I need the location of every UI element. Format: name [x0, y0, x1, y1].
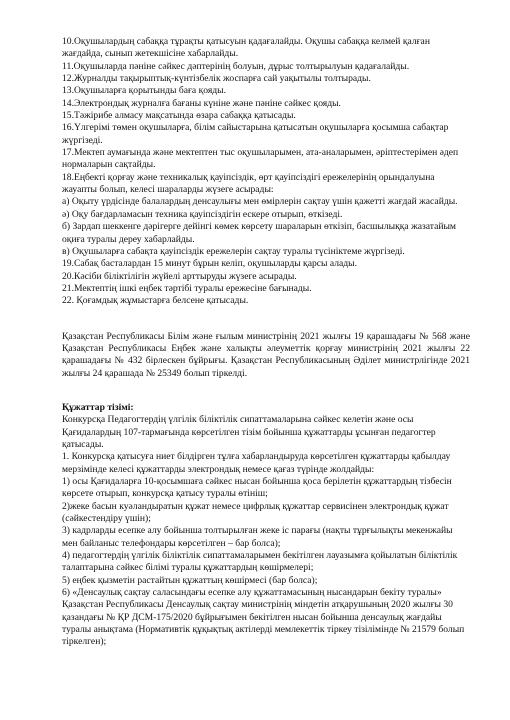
document-item: Конкурсқа Педагогтердің үлгілік біліктілік сипаттамаларына сәйкес келетін және осы Қағидалардың 107-тармағында көрсетілген тізім бойынша құжаттарды ұсынған педагогтер қатысады.: [62, 414, 436, 450]
list-item: 15.Тәжірибе алмасу мақсатында өзара сабаққа қатысады.: [62, 110, 296, 122]
list-item: 14.Электрондық журналға бағаны күніне және пәніне сәйкес қояды.: [62, 97, 341, 109]
documents-heading: Құжаттар тізімі:: [62, 401, 134, 413]
list-item: 21.Мектептің ішкі еңбек тәртібі туралы ережесіне бағынады.: [62, 282, 312, 294]
document-item: 4) педагогтердің үлгілік біліктілік сипаттамаларымен бекітілген лауазымға қойылатын біліктілік талаптарына сәйкес білімі туралы құжаттардың көшірмелері;: [62, 550, 458, 574]
list-item: б) Зардап шеккенге дәрігерге дейінгі көмек көрсету шараларын өткізіп, басшылыққа жазатайым оқиға туралы дереу хабарлайды.: [62, 221, 456, 245]
list-item: 22. Қоғамдық жұмыстарға белсене қатысады.: [62, 295, 249, 307]
list-item: 11.Оқушыларда пәніне сәйкес дәптерінің болуын, дұрыс толтырылуын қадағалайды.: [62, 60, 410, 72]
list-item: 18.Еңбекті қорғау және техникалық қауіпсіздік, өрт қауіпсіздігі ережелерінің орындалуына жауапты болып, келесі шараларды жүзеге асырады:: [62, 171, 435, 196]
list-item: 10.Оқушылардың сабаққа тұрақты қатысуын қадағалайды. Оқушы сабаққа келмей қалған жағдайда, сынып жетекшісіне хабарлайды.: [62, 36, 430, 60]
document-item: 3) кадрларды есепке алу бойынша толтырылған жеке іс парағы (нақты тұрғылықты мекенжайы мен байланыс телефондары көрсетілген – бар болса);: [62, 525, 453, 549]
list-item: 13.Оқушыларға қорытынды баға қояды.: [62, 85, 226, 97]
section-spacer: [62, 380, 470, 402]
documents-section: [62, 402, 470, 649]
list-item: ә) Оқу бағдарламасын техника қауіпсіздігін ескере отырып, өткізеді.: [62, 208, 343, 220]
document-item: 1) осы Қағидаларға 10-қосымшаға сәйкес нысан бойынша қоса берілетін құжаттардың тізбесін көрсете отырып, конкурсқа қатысу туралы өтініш;: [62, 476, 452, 500]
document-item: 2)жеке басын куәландыратын құжат немесе цифрлық құжаттар сервисінен электрондық құжат (сәйкестендіру үшін);: [62, 500, 449, 525]
list-item: а) Оқыту үрдісінде балалардың денсаулығы мен өмірлерін сақтау үшін қажетті жағдай жасайды.: [62, 196, 458, 208]
document-item: 6) «Денсаулық сақтау саласындағы есепке алу құжаттамасының нысандарын бекіту туралы» Қазақстан Республикасы Денсаулық сақтау министрінің міндетін атқарушының 2020 жылғы 30 қазандағы № ҚР ДСМ-175/2020 бұйрығымен бекітілген нысан бойынша денсаулық жағдайы туралы анықтама (Нормативтік құқықтық актілерді мемлекеттік тіркеу тізілімінде № 21579 болып тіркелген);: [62, 587, 465, 648]
document-item: 5) еңбек қызметін растайтын құжаттың көшірмесі (бар болса);: [62, 574, 318, 586]
decree-paragraph: Қазақстан Республикасы Білім және ғылым министрінің 2021 жылғы 19 қарашадағы № 568 және Қазақстан Республикасы Еңбек және халықты әлеуметтік қорғау министрінің 2021 жылғы 22 қарашадағы № 432 бірлескен бұйрығы. Қазақстан Республикасының Әділет министрлігінде 2021 жылғы 24 қарашада № 25349 болып тіркелді.: [62, 330, 470, 379]
list-item: 20.Кәсіби біліктілігін жүйелі арттыруды жүзеге асырады.: [62, 270, 297, 282]
list-item: 16.Үлгерімі төмен оқушыларға, білім сайыстарына қатысатын оқушыларға қосымша сабақтар жүргізеді.: [62, 122, 449, 146]
list-item: 19.Сабақ басталардан 15 минут бұрын келіп, оқушыларды қарсы алады.: [62, 258, 357, 270]
section-spacer: [62, 308, 470, 331]
list-item: 17.Мектеп аумағында және мектептен тыс оқушыларымен, ата-аналарымен, әріптестерімен әдеп нормаларын сақтайды.: [62, 147, 459, 171]
list-item: в) Оқушыларға сабақта қауіпсіздік ережелерін сақтау туралы түсініктеме жүргізеді.: [62, 245, 405, 257]
duties-list: [62, 36, 470, 308]
document-page: [62, 36, 470, 649]
list-item: 12.Журналды тақырыптық-күнтізбелік жоспарға сай уақытылы толтырады.: [62, 73, 371, 85]
document-item: 1. Конкурсқа қатысуға ниет білдірген тұлға хабарландыруда көрсетілген құжаттарды қабылдау мерзімінде келесі құжаттарды электрондық немесе қағаз түрінде жолдайды:: [62, 451, 451, 475]
